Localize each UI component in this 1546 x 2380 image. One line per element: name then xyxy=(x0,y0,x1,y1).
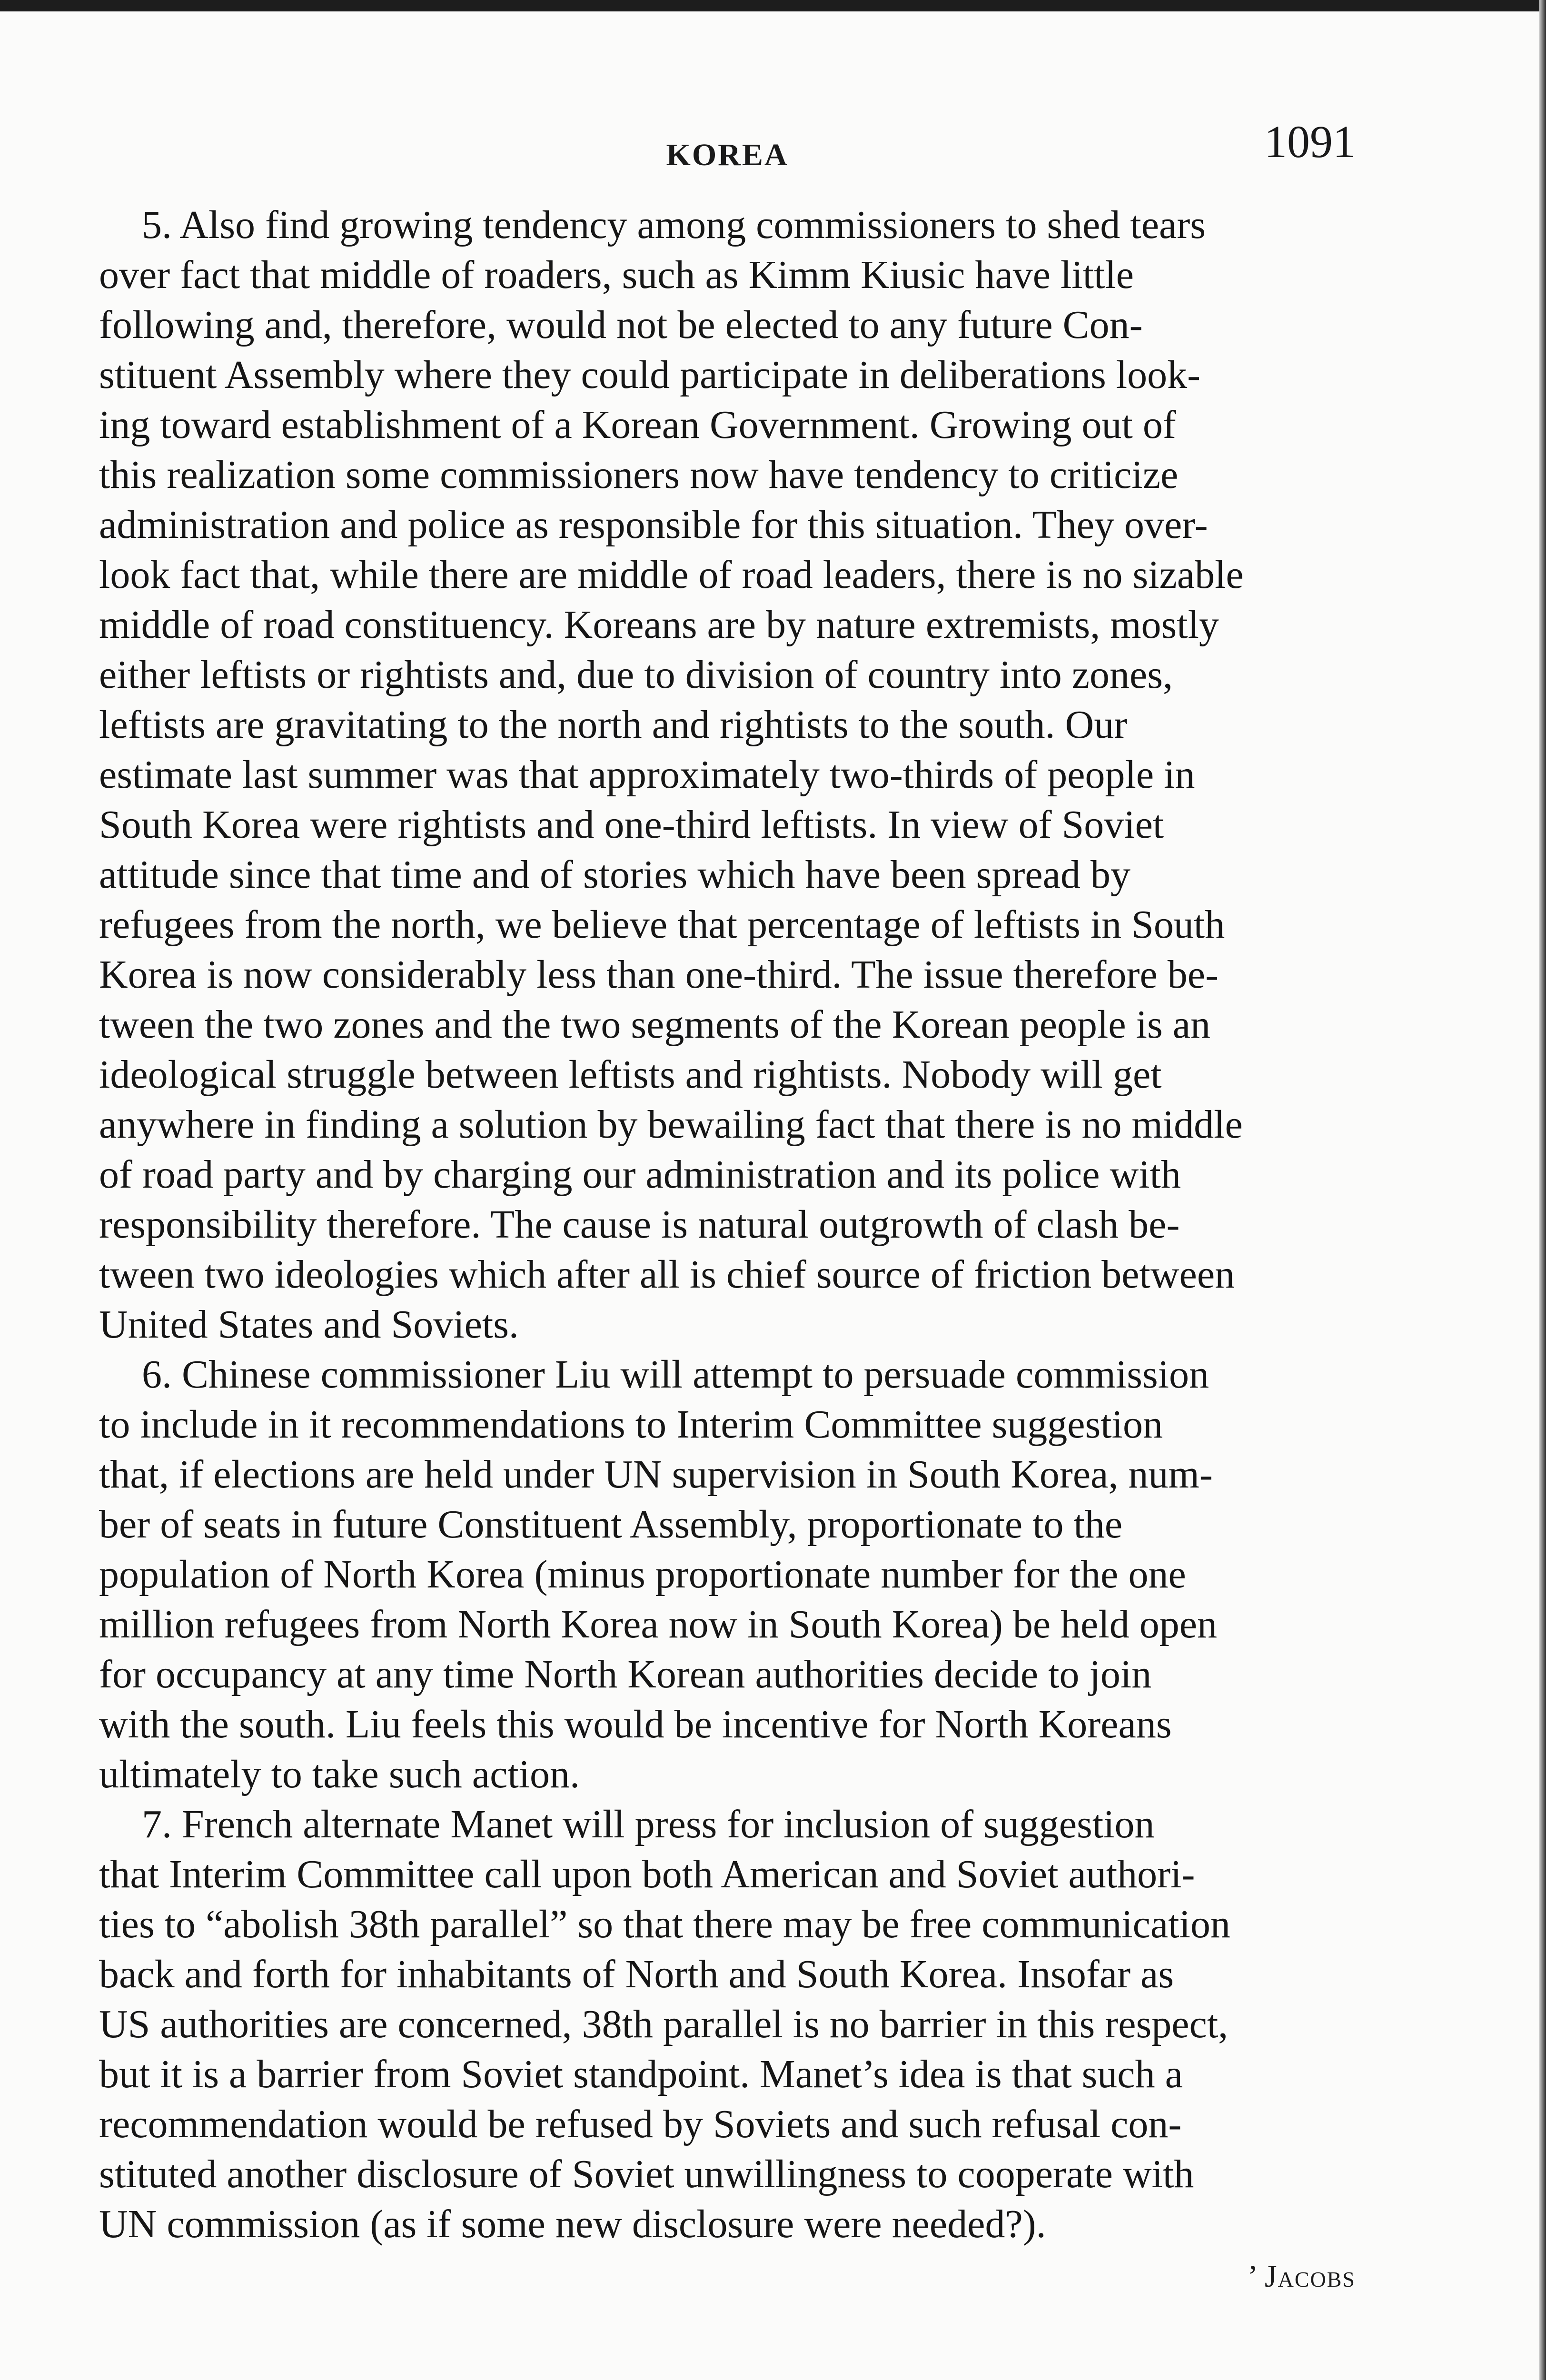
paragraph-6: 6. Chinese commissioner Liu will attempt to persuade commission to include in it recommendations to Interim Committee suggestion that, if elections are held under UN supervision in South Korea, num- ber of seats in future Constituent Assembly, proportionate to the population of North Korea (minus proportionate number for the one million refugees from North Korea now in South Korea) be held open for occupancy at any time North Korean authorities decide to join with the south. Liu feels this would be incentive for North Koreans ultimately to take such action. xyxy=(99,1352,1218,1796)
scan-top-edge xyxy=(0,0,1546,11)
paragraph-5: 5. Also find growing tendency among commissioners to shed tears over fact that middle of roaders, such as Kimm Kiusic have little following and, therefore, would not be elected to any future Con- stituent Assembly where they could participate in deliberations look- ing toward establishment of a Korean Government. Growing out of this realization some commissioners now have tendency to criticize administration and police as responsible for this situation. They over- look fact that, while there are middle of road leaders, there is no sizable middle of road constituency. Koreans are by nature extremists, mostly either leftists or rightists and, due to division of country into zones, leftists are gravitating to the north and rightists to the south. Our estimate last summer was that approximately two-thirds of people in South Korea were rightists and one-third leftists. In view of Soviet attitude since that time and of stories which have been spread by refugees from the north, we believe that percentage of leftists in South Korea is now considerably less than one-third. The issue therefore be- tween the two zones and the two segments of the Korean people is an ideological struggle between leftists and rightists. Nobody will get anywhere in finding a solution by bewailing fact that there is no middle of road party and by charging our administration and its police with responsibility therefore. The cause is natural outgrowth of clash be- tween two ideologies which after all is chief source of friction between United States and Soviets. xyxy=(99,203,1244,1347)
running-head: KOREA xyxy=(666,138,789,172)
signature-name: Jacobs xyxy=(1264,2259,1356,2294)
body-text xyxy=(99,200,1356,2249)
signature-mark: ʼ xyxy=(1247,2259,1259,2294)
scan-right-edge xyxy=(1539,0,1546,2380)
paragraph-7: 7. French alternate Manet will press for inclusion of suggestion that Interim Committee call upon both American and Soviet authori- ties to “abolish 38th parallel” so that there may be free communication back and forth for inhabitants of North and South Korea. Insofar as US authorities are concerned, 38th parallel is no barrier in this respect, but it is a barrier from Soviet standpoint. Manet’s idea is that such a recommendation would be refused by Soviets and such refusal con- stituted another disclosure of Soviet unwillingness to cooperate with UN commission (as if some new disclosure were needed?). xyxy=(99,1802,1230,2246)
page-header xyxy=(99,116,1356,186)
page-number: 1091 xyxy=(1264,116,1356,167)
signature-block xyxy=(99,2259,1356,2295)
